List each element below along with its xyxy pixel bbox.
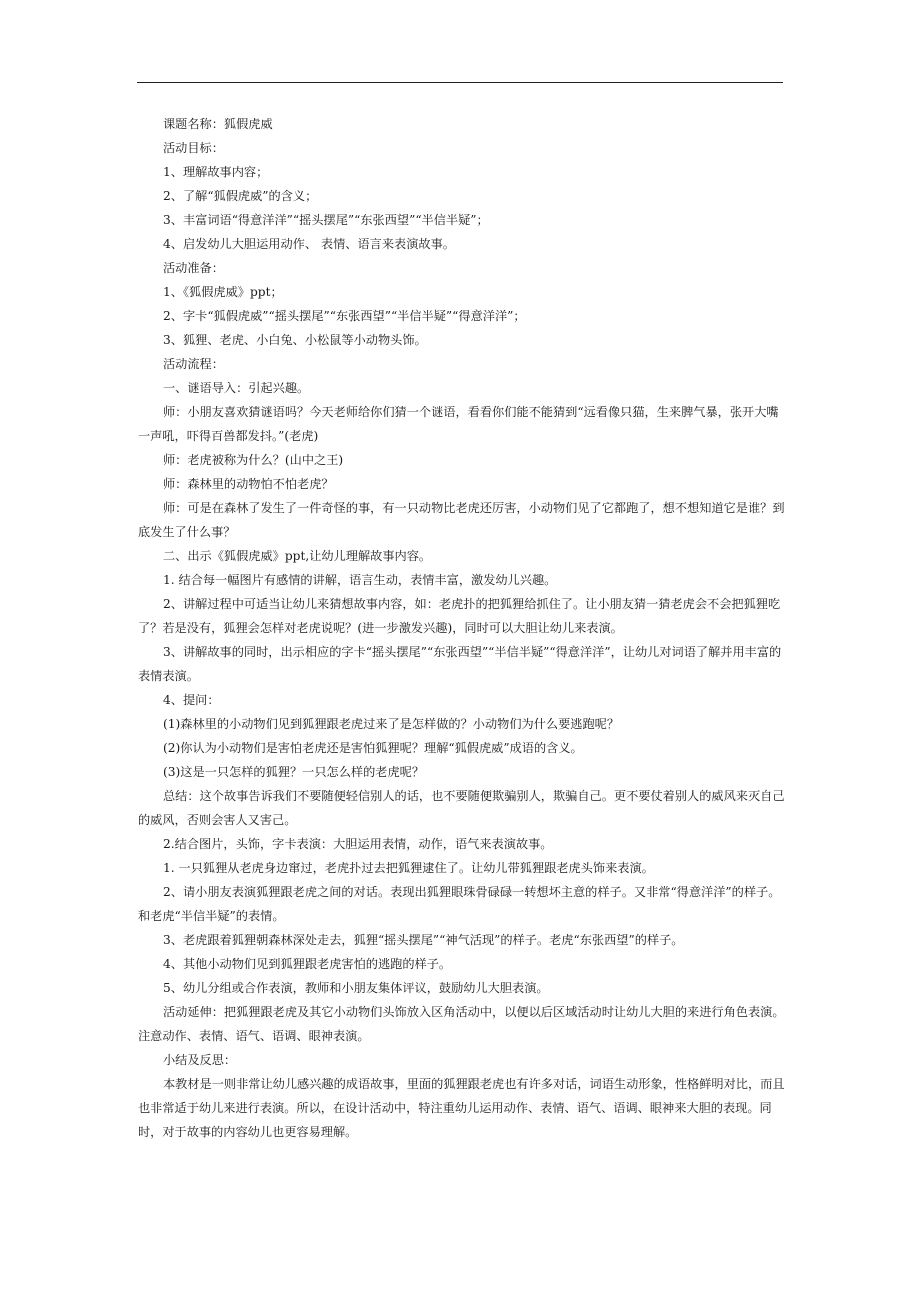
question-item: (2)你认为小动物们是害怕老虎还是害怕狐狸呢？理解“狐假虎威”成语的含义。: [163, 741, 583, 755]
list-item: 2、了解“狐假虎威”的含义；: [163, 189, 318, 203]
paragraph: 师：森林里的动物怕不怕老虎？: [163, 477, 334, 491]
section-heading-process: 活动流程：: [163, 357, 224, 371]
list-item: 1、《狐假虎威》ppt；: [163, 285, 283, 299]
list-item: 2、讲解过程中可适当让幼儿来猜想故事内容，如：老虎扑的把狐狸给抓住了。让小朋友猜一猜老虎会不会把狐狸吃了？若是没有，狐狸会怎样对老虎说呢？(进一步激发兴趣)，同时可以大胆让幼儿来表演。: [138, 597, 781, 635]
list-item: 2、请小朋友表演狐狸跟老虎之间的对话。表现出狐狸眼珠骨碌碌一转想坏主意的样子。又非常“得意洋洋”的样子。和老虎“半信半疑”的表情。: [138, 885, 781, 923]
paragraph: 师：老虎被称为什么？(山中之王): [163, 453, 344, 467]
list-item: 1. 结合每一幅图片有感情的讲解，语言生动，表情丰富，激发幼儿兴趣。: [163, 573, 557, 587]
paragraph: 师：小朋友喜欢猜谜语吗？今天老师给你们猜一个谜语，看看你们能不能猜到“远看像只猫，生来脾气暴，张开大嘴一声吼，吓得百兽都发抖。”(老虎): [138, 405, 779, 443]
list-item: 3、讲解故事的同时，出示相应的字卡“摇头摆尾”“东张西望”“半信半疑”“得意洋洋”，让幼儿对词语了解并用丰富的表情表演。: [138, 645, 782, 683]
list-item: 4、启发幼儿大胆运用动作、 表情、语言来表演故事。: [163, 237, 455, 251]
summary-paragraph: 总结：这个故事告诉我们不要随便轻信别人的话，也不要随便欺骗别人，欺骗自己。更不要仗着别人的威风来灭自己的威风，否则会害人又害己。: [138, 789, 785, 827]
lesson-title: 课题名称：狐假虎威: [163, 117, 273, 131]
header-rule: [137, 82, 783, 83]
list-item: 5、幼儿分组或合作表演，教师和小朋友集体评议，鼓励幼儿大胆表演。: [163, 981, 549, 995]
question-item: (1)森林里的小动物们见到狐狸跟老虎过来了是怎样做的？小动物们为什么要逃跑呢？: [163, 717, 620, 731]
extension-paragraph: 活动延伸：把狐狸跟老虎及其它小动物们头饰放入区角活动中，以便以后区域活动时让幼儿大胆的来进行角色表演。注意动作、表情、语气、语调、眼神表演。: [138, 1005, 785, 1043]
question-item: (3)这是一只怎样的狐狸？一只怎么样的老虎呢？: [163, 765, 425, 779]
list-item: 3、丰富词语“得意洋洋”“摇头摆尾”“东张西望”“半信半疑”；: [163, 213, 489, 227]
step-heading: 二、出示《狐假虎威》ppt,让幼儿理解故事内容。: [163, 549, 432, 563]
section-heading-reflection: 小结及反思：: [163, 1053, 237, 1067]
document-body: [138, 112, 790, 1144]
list-item: 4、提问：: [163, 693, 220, 707]
step-heading: 2.结合图片，头饰，字卡表演：大胆运用表情，动作，语气来表演故事。: [163, 837, 553, 851]
paragraph: 师：可是在森林了发生了一件奇怪的事，有一只动物比老虎还厉害，小动物们见了它都跑了，想不想知道它是谁？到底发生了什么事？: [138, 501, 785, 539]
list-item: 3、老虎跟着狐狸朝森林深处走去，狐狸“摇头摆尾”“神气活现”的样子。老虎“东张西望”的样子。: [163, 933, 684, 947]
reflection-paragraph: 本教材是一则非常让幼儿感兴趣的成语故事，里面的狐狸跟老虎也有许多对话，词语生动形象，性格鲜明对比，而且也非常适于幼儿来进行表演。所以，在设计活动中，特注重幼儿运用动作、表情、语气、语调、眼神来大胆的表现。同时，对于故事的内容幼儿也更容易理解。: [138, 1077, 785, 1139]
list-item: 1、理解故事内容；: [163, 165, 269, 179]
list-item: 3、狐狸、老虎、小白兔、小松鼠等小动物头饰。: [163, 333, 427, 347]
section-heading-objectives: 活动目标：: [163, 141, 224, 155]
section-heading-preparation: 活动准备：: [163, 261, 224, 275]
list-item: 4、其他小动物们见到狐狸跟老虎害怕的逃跑的样子。: [163, 957, 452, 971]
step-heading: 一、谜语导入：引起兴趣。: [163, 381, 310, 395]
list-item: 2、字卡“狐假虎威”“摇头摆尾”“东张西望”“半信半疑”“得意洋洋”；: [163, 309, 526, 323]
list-item: 1. 一只狐狸从老虎身边窜过，老虎扑过去把狐狸逮住了。让幼儿带狐狸跟老虎头饰来表演。: [163, 861, 654, 875]
